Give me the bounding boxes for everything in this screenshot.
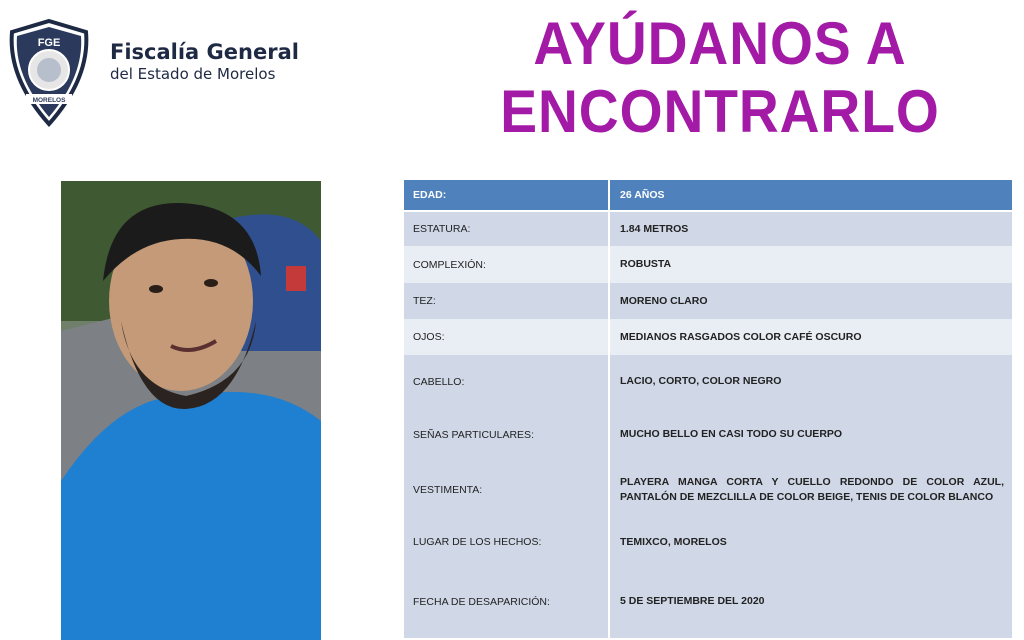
missing-person-photo [61,181,321,640]
detail-value: 5 DE SEPTIEMBRE DEL 2020 [620,595,765,607]
details-table [404,180,1012,638]
detail-value: MUCHO BELLO EN CASI TODO SU CUERPO [620,428,843,440]
detail-value: TEMIXCO, MORELOS [620,535,727,548]
detail-label: FECHA DE DESAPARICIÓN: [404,565,610,638]
organization-name [110,40,299,84]
detail-label: EDAD: [404,180,610,210]
org-line-2: del Estado de Morelos [110,65,276,83]
detail-value: MORENO CLARO [620,294,708,307]
org-line-1: Fiscalía General [110,40,299,64]
detail-label: ESTATURA: [404,212,610,246]
detail-value: 26 AÑOS [620,188,665,201]
logo-top-text: FGE [37,37,61,49]
details-row-fecha [404,565,1012,638]
headline [462,10,977,146]
detail-value: MEDIANOS RASGADOS COLOR CAFÉ OSCURO [620,330,862,343]
headline-line-2: ENCONTRARLO [500,78,940,145]
detail-value: LACIO, CORTO, COLOR NEGRO [620,375,782,387]
details-row-tez [404,283,1012,319]
details-row-complexion [404,246,1012,283]
logo-bottom-text: MORELOS [32,97,66,104]
details-row-cabello [404,355,1012,408]
detail-label: CABELLO: [404,355,610,408]
fge-logo [6,18,92,128]
details-row-ojos [404,319,1012,355]
details-row-edad [404,180,1012,210]
details-row-lugar [404,519,1012,565]
detail-value: 1.84 METROS [620,222,689,235]
detail-label: VESTIMENTA: [404,461,610,519]
headline-line-1: AYÚDANOS A [533,10,907,77]
detail-value: PLAYERA MANGA CORTA Y CUELLO REDONDO DE COLOR AZUL, PANTALÓN DE MEZCLILLA DE COLOR BEIGE, TENIS DE COLOR BLANCO [620,476,1004,503]
detail-label: TEZ: [404,283,610,319]
details-row-vestimenta [404,461,1012,519]
details-row-senas [404,408,1012,461]
detail-label: SEÑAS PARTICULARES: [404,408,610,461]
detail-label: LUGAR DE LOS HECHOS: [404,519,610,565]
detail-label: OJOS: [404,319,610,355]
details-row-estatura [404,210,1012,246]
detail-label: COMPLEXIÓN: [404,246,610,283]
detail-value: ROBUSTA [620,258,672,270]
